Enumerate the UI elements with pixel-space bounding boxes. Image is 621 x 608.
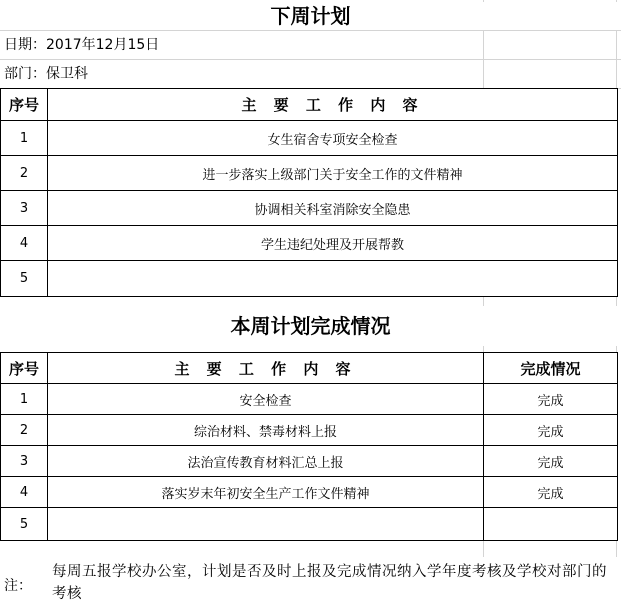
table-row [1,384,618,415]
header-seq: 序号 [1,89,48,121]
table-row [1,477,618,508]
row-number: 1 [1,121,48,156]
completion-table [0,352,618,541]
table-row [1,508,618,541]
header-seq: 序号 [1,353,48,384]
row-status: 完成 [484,415,618,446]
table-row [1,261,618,297]
table-header-row [1,353,618,384]
row-number: 3 [1,191,48,226]
row-number: 5 [1,261,48,297]
row-content: 安全检查 [48,384,484,415]
table-row [1,415,618,446]
row-number: 4 [1,226,48,261]
header-status: 完成情况 [484,353,618,384]
gridline [0,30,621,31]
note-label: 注： [4,578,32,594]
department-line: 部门：保卫科 [0,62,88,86]
row-content: 女生宿舍专项安全检查 [48,121,618,156]
row-number: 1 [1,384,48,415]
table-row [1,121,618,156]
row-content [48,261,618,297]
row-content: 落实岁末年初安全生产工作文件精神 [48,477,484,508]
note-text: 每周五报学校办公室，计划是否及时上报及完成情况纳入学年度考核及学校对部门的考核 [52,564,607,602]
row-number: 4 [1,477,48,508]
row-status [484,508,618,541]
row-number: 3 [1,446,48,477]
row-status: 完成 [484,477,618,508]
row-content: 进一步落实上级部门关于安全工作的文件精神 [48,156,618,191]
table-row [1,191,618,226]
row-status: 完成 [484,384,618,415]
row-status: 完成 [484,446,618,477]
header-content: 主 要 工 作 内 容 [48,89,618,121]
table-row [1,156,618,191]
row-content: 综治材料、禁毒材料上报 [48,415,484,446]
footnote [0,557,621,608]
gridline [0,59,621,60]
completion-title: 本周计划完成情况 [0,306,621,346]
date-line: 日期：2017年12月15日 [0,33,159,57]
row-content [48,508,484,541]
row-content: 法治宣传教育材料汇总上报 [48,446,484,477]
header-content: 主 要 工 作 内 容 [48,353,484,384]
next-week-title: 下周计划 [0,2,621,30]
row-number: 2 [1,156,48,191]
table-row [1,226,618,261]
next-week-table [0,88,618,297]
table-row [1,446,618,477]
table-header-row [1,89,618,121]
row-content: 学生违纪处理及开展帮教 [48,226,618,261]
row-content: 协调相关科室消除安全隐患 [48,191,618,226]
row-number: 5 [1,508,48,541]
row-number: 2 [1,415,48,446]
